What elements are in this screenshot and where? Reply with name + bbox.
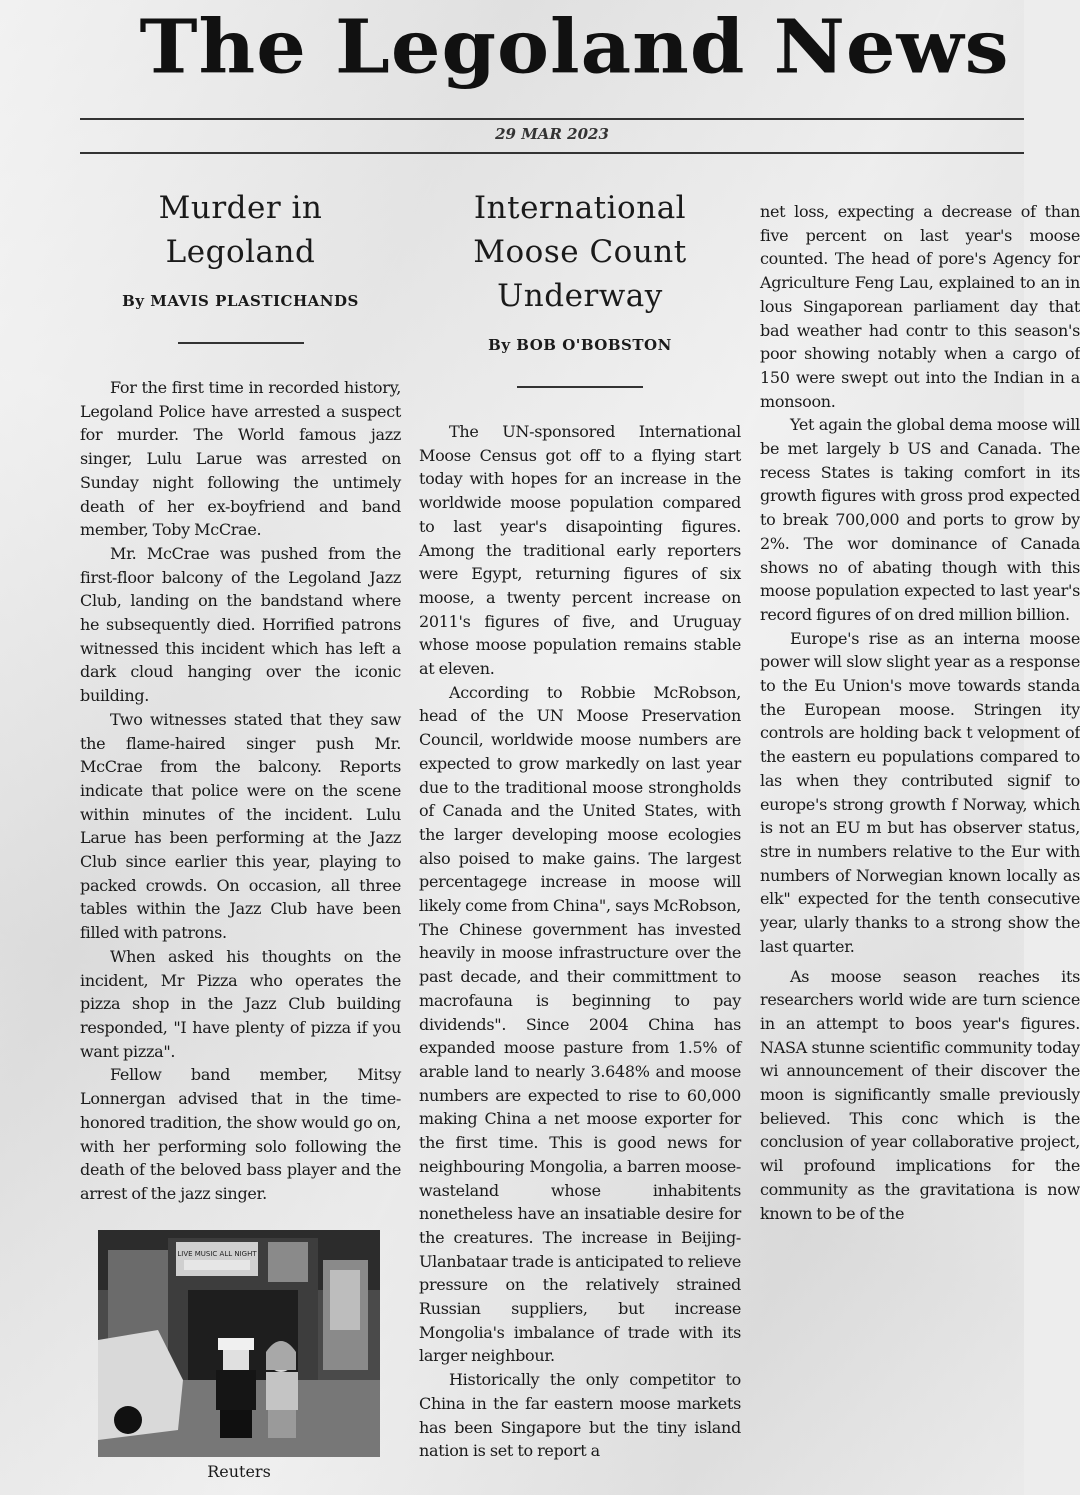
paragraph: net loss, expecting a decrease of than five percent on last year's moose counted. The head of pore's Agency for Agriculture Feng Lau, explained to an in lous Singaporean parliament day that bad weather had contr to this season's poor showing notably when a cargo of 150 were swept out into the Indian in a monsoon. <box>760 202 1080 411</box>
paragraph: For the first time in recorded history, Legoland Police have arrested a suspect for murder. The World famous jazz singer, Lulu Larue was arrested on Sunday night following the untimely death of her ex-boyfriend and band member, Toby McCrae. <box>80 378 401 540</box>
separator <box>517 386 643 388</box>
article-moose-headline <box>419 186 741 318</box>
paragraph: The UN-sponsored International Moose Census got off to a flying start today with hopes for an increase in the worldwide moose population compared to last year's disapointing figures. Among the traditional early reporters were Egypt, returning figures of six moose, a twenty percent increase on 2011's figures of five, and Uruguay whose moose population remains stable at eleven. <box>419 422 741 679</box>
masthead-title: The Legoland News <box>139 4 1010 91</box>
separator <box>178 342 304 344</box>
masthead-rule-top <box>80 118 1024 120</box>
article-murder <box>80 186 401 1206</box>
paragraph: Two witnesses stated that they saw the flame-haired singer push Mr. McCrae from the balcony. Reports indicate that police were on the scene within minutes of the incident. Lulu Larue has been performing at the Jazz Club since earlier this year, playing to packed crowds. On occasion, all three tables within the Jazz Club have been filled with patrons. <box>80 709 401 943</box>
article-moose-byline: By BOB O'BOBSTON <box>488 336 672 354</box>
headline-line: International <box>473 190 687 226</box>
issue-date: 29 MAR 2023 <box>495 125 609 143</box>
article-moose-body <box>419 420 741 1463</box>
article-moose-continued <box>760 200 1080 1495</box>
paragraph: According to Robbie McRobson, head of the UN Moose Preservation Council, worldwide moose numbers are expected to grow markedly on last year due to the traditional moose strongholds of Canada and the United States, with the larger developing moose ecologies also poised to make gains. The largest percentagege increase in moose will likely come from China", says McRobson, The Chinese government has invested heavily in moose infrastructure over the past decade, and their committment to macrofauna is beginning to pay dividends". Since 2004 China has expanded moose pasture from 1.5% of arable land to nearly 3.648% and moose numbers are expected to rise to 60,000 making China a net moose exporter for the first time. This is good news for neighbouring Mongolia, a barren moose-wasteland whose inhabitents nonetheless have an insatiable desire for the creatures. The increase in Beijing-Ulanbataar trade is anticipated to relieve pressure on the relatively strained Russian suppliers, but increase Mongolia's imbalance of trade with its larger neighbour. <box>419 682 741 1366</box>
article-murder-byline: By MAVIS PLASTICHANDS <box>122 292 359 310</box>
masthead-rule-bottom <box>80 152 1024 154</box>
paragraph: Fellow band member, Mitsy Lonnergan advised that in the time-honored tradition, the show would go on, with her performing solo following the death of the beloved bass player and the arrest of the jazz singer. <box>80 1065 401 1203</box>
paragraph: Historically the only competitor to China in the far eastern moose markets has been Singapore but the tiny island nation is set to report a <box>419 1370 741 1461</box>
paragraph: As moose season reaches its researchers world wide are turn science in an attempt to boos year's figures. NASA stunne scientific community today wi announcement of their discover the moon is significantly smalle previously believed. This conc which is the conclusion of year collaborative project, wil profound implications for the community as the gravitationa is now known to be of the <box>760 966 1080 1223</box>
paragraph: Europe's rise as an interna moose power will slow slight year as a response to the Eu Union's move towards standa the European moose. Stringen ity controls are holding back t velopment of the eastern eu populations compared to las when they contributed signif to europe's strong growth f Norway, which is not an EU m but has observer status, stre in numbers relative to the Eur with numbers of Norwegian known locally as elk" expected for the tenth consecutive year, ularly thanks to a strong show the last quarter. <box>760 628 1080 956</box>
headline-line: Moose Count <box>473 234 687 270</box>
photo-sign-text: LIVE MUSIC ALL NIGHT <box>177 1250 257 1258</box>
headline-line: Murder in <box>158 190 323 226</box>
headline-line: Legoland <box>165 234 316 270</box>
article-murder-headline <box>80 186 401 274</box>
paragraph: Mr. McCrae was pushed from the first-floor balcony of the Legoland Jazz Club, landing on the bandstand where he subsequently died. Horrified patrons witnessed this incident which has left a dark cloud hanging over the iconic building. <box>80 543 401 706</box>
paragraph: When asked his thoughts on the incident, Mr Pizza who operates the pizza shop in the Jazz Club building responded, "I have plenty of pizza if you want pizza". <box>80 946 401 1061</box>
lego-jazz-club-photo <box>98 1230 380 1457</box>
photo-caption: Reuters <box>207 1462 271 1481</box>
article-murder-body <box>80 376 401 1206</box>
masthead <box>0 2 1024 112</box>
photo-illustration <box>98 1230 380 1457</box>
paragraph: Yet again the global dema moose will be met largely b US and Canada. The recess States is taking comfort in its growth figures with gross prod expected to break 700,000 and ports to grow by 2%. The wor dominance of Canada shows no of abating though with this moose population expected to last year's record figures of on dred million billion. <box>760 415 1080 624</box>
headline-line: Underway <box>497 278 663 314</box>
article-moose <box>419 186 741 1463</box>
article-moose-continued-body <box>760 200 1080 1225</box>
